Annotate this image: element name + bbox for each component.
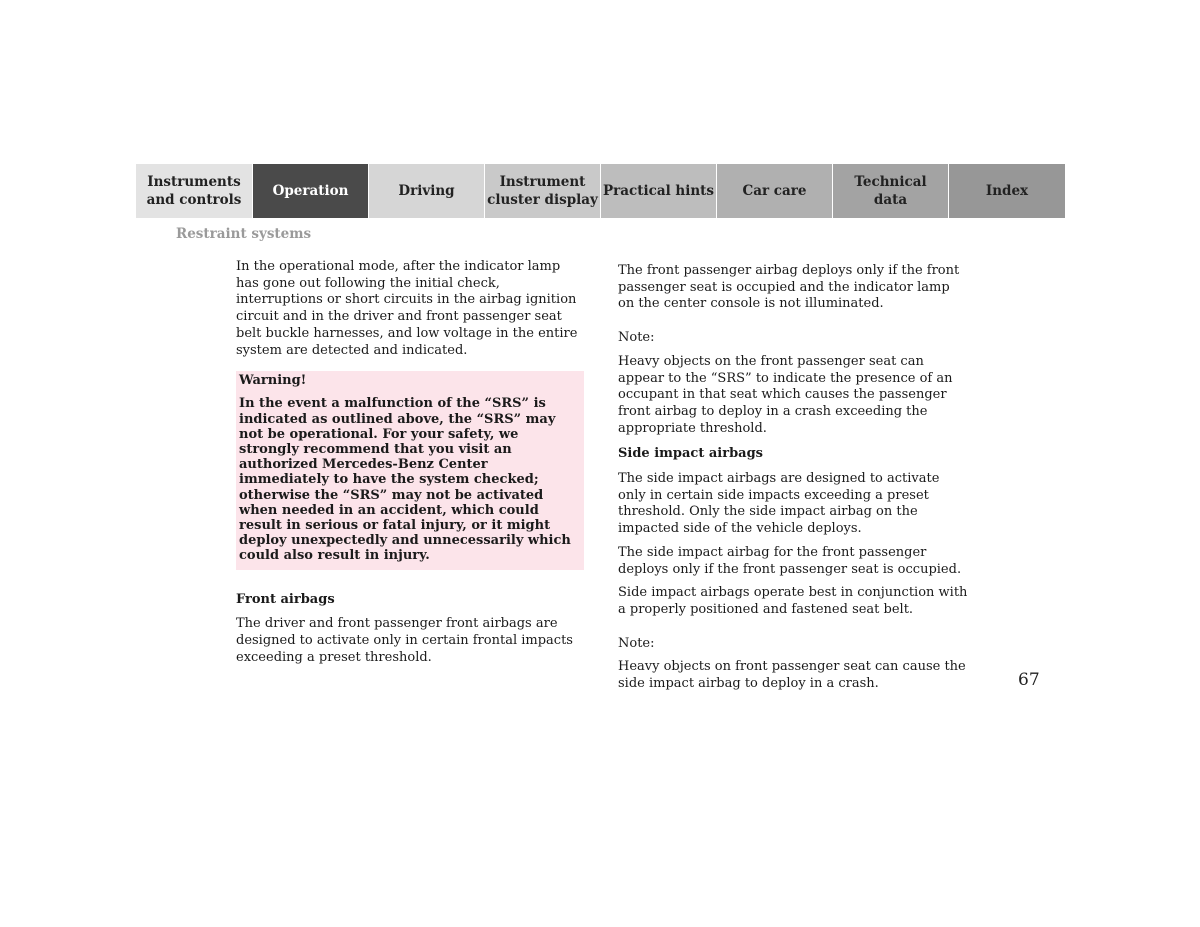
tab-practical-hints[interactable]: Practical hints [601, 164, 717, 218]
passenger-airbag-paragraph: The front passenger airbag deploys only if the front passenger seat is occupied and the indicator lamp on the center console is not illuminated. [618, 263, 960, 312]
page-number: 67 [1018, 670, 1040, 690]
right-column [618, 263, 968, 693]
intro-paragraph: In the operational mode, after the indicator lamp has gone out following the initial check, interruptions or short circuits in the airbag ignition circuit and in the driver and front passenger seat belt buckle harnesses, and low voltage in the entire system are detected and indicated. [236, 259, 578, 358]
side-airbags-paragraph-3: Side impact airbags operate best in conjunction with a properly positioned and fastened seat belt. [618, 585, 968, 617]
side-airbags-paragraph-1: The side impact airbags are designed to activate only in certain side impacts exceeding a preset threshold. Only the side impact airbag on the impacted side of the vehicle deploys. [618, 471, 940, 537]
side-airbags-heading: Side impact airbags [618, 446, 763, 462]
chapter-tabs [136, 164, 1065, 218]
tab-driving[interactable]: Driving [369, 164, 485, 218]
note-label: Note: [618, 330, 655, 346]
note-label-2: Note: [618, 635, 655, 651]
tab-technical-data[interactable]: Technical data [833, 164, 949, 218]
section-title: Restraint systems [176, 226, 312, 242]
warning-box [236, 371, 584, 569]
note-paragraph: Heavy objects on the front passenger seat can appear to the “SRS” to indicate the presence of an occupant in that seat which causes the passenger front airbag to deploy in a crash exceeding the appropriate threshold. [618, 353, 953, 436]
front-airbags-heading: Front airbags [236, 591, 335, 607]
warning-text: In the event a malfunction of the “SRS” is indicated as outlined above, the “SRS” may not be operational. For your safety, we strongly recommend that you visit an authorized Mercedes-Benz Center immediately to have the system checked; otherwise the “SRS” may not be activated when needed in an accident, which could result in serious or fatal injury, or it might deploy unexpectedly and unnecessarily which could also result in injury. [239, 396, 571, 564]
tab-operation[interactable]: Operation [253, 164, 369, 218]
left-column [236, 259, 584, 666]
tab-instruments-and-controls[interactable]: Instruments and controls [136, 164, 253, 218]
tab-instrument-cluster-display[interactable]: Instrument cluster display [485, 164, 601, 218]
warning-title: Warning! [239, 373, 307, 389]
front-airbags-paragraph: The driver and front passenger front airbags are designed to activate only in certain frontal impacts exceeding a preset threshold. [236, 616, 573, 665]
tab-index[interactable]: Index [949, 164, 1065, 218]
side-airbags-paragraph-2: The side impact airbag for the front passenger deploys only if the front passenger seat is occupied. [618, 544, 962, 577]
note-paragraph-2: Heavy objects on front passenger seat can cause the side impact airbag to deploy in a crash. [618, 659, 966, 692]
tab-car-care[interactable]: Car care [717, 164, 833, 218]
